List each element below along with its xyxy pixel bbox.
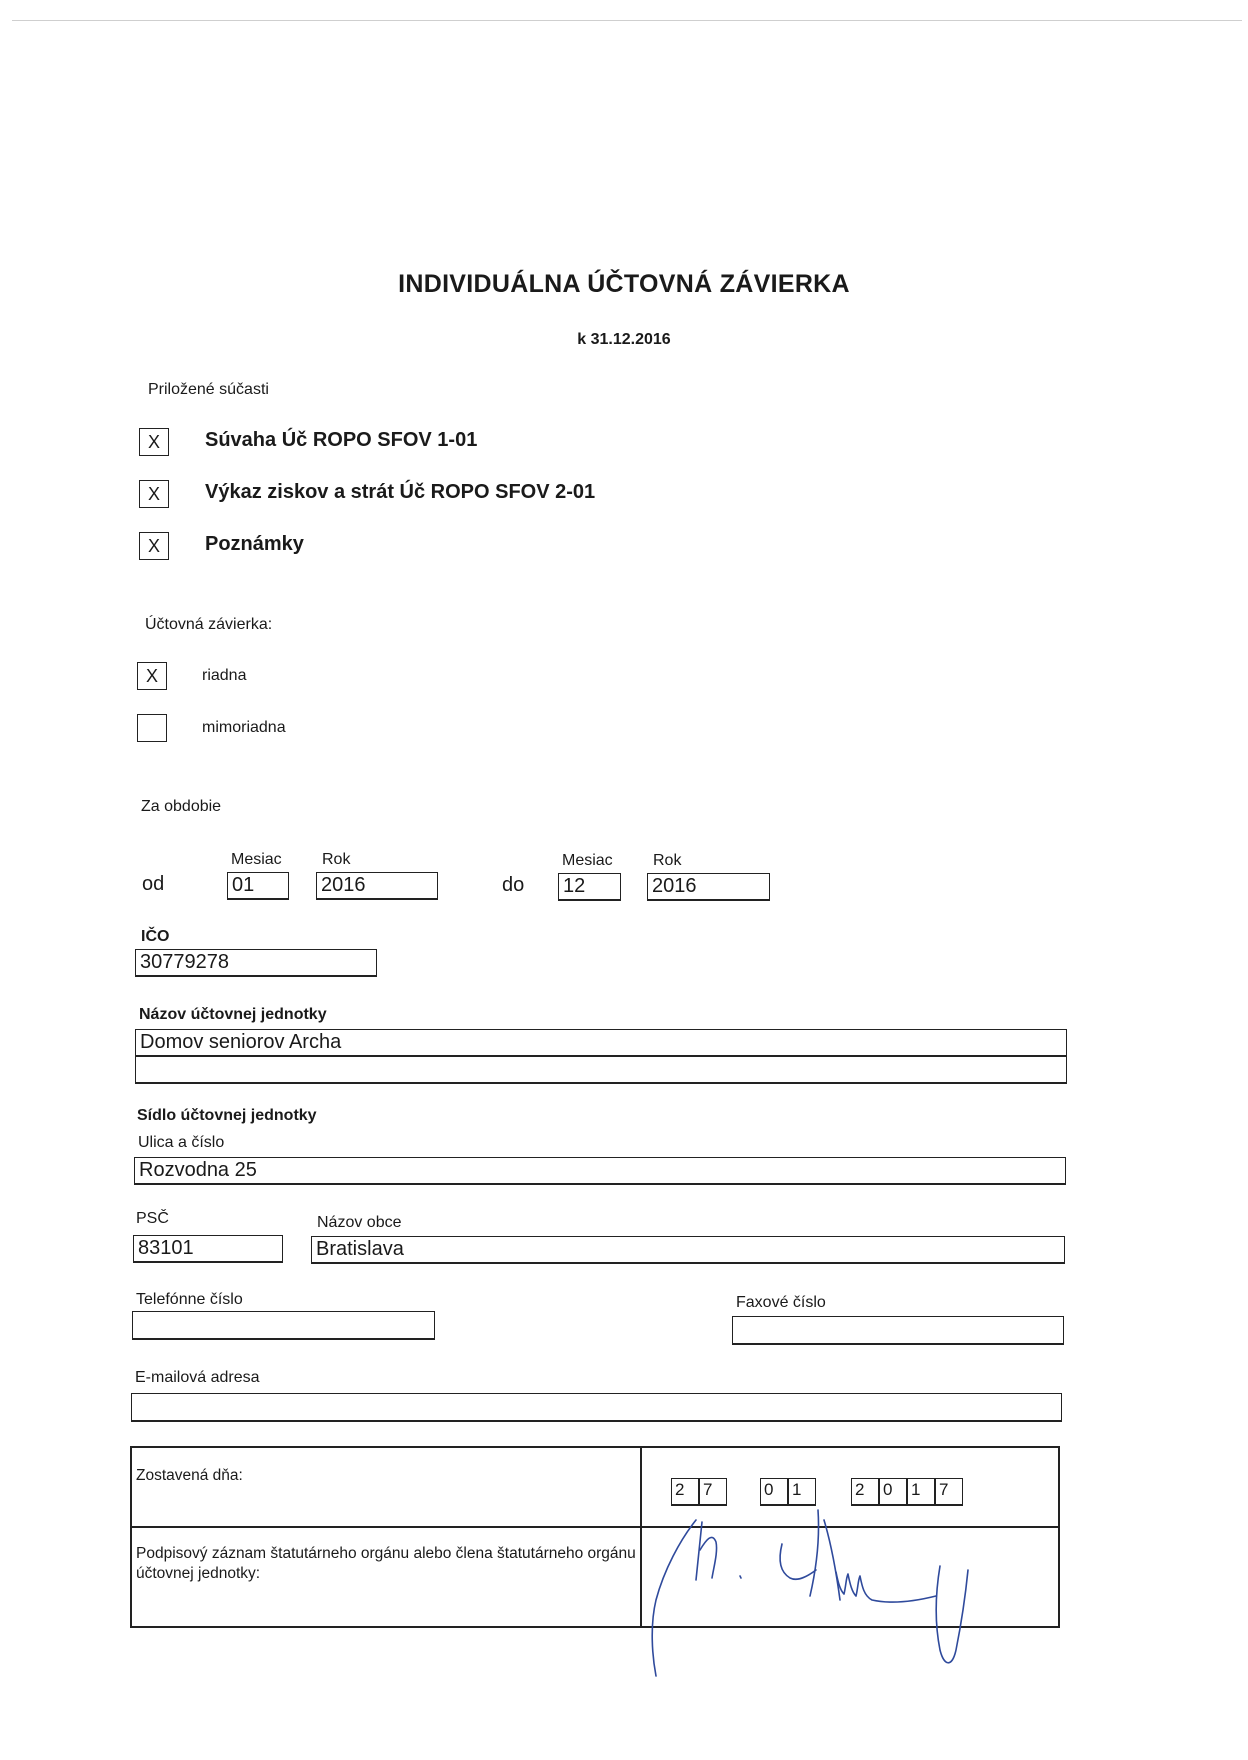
street-field[interactable]: Rozvodna 25 [134,1157,1066,1185]
document-title: INDIVIDUÁLNA ÚČTOVNÁ ZÁVIERKA [398,270,850,298]
signature-label: Podpisový záznam štatutárneho orgánu alebo člena štatutárneho orgánu účtovnej jednotky: [136,1545,636,1582]
compiled-day-digit-1[interactable]: 2 [671,1478,699,1506]
entity-name-field-line2[interactable] [135,1056,1067,1084]
attachment-label-notes: Poznámky [205,533,304,555]
closing-type-label-regular: riadna [202,667,247,684]
period-to-year-label: Rok [653,852,682,869]
email-label: E-mailová adresa [135,1369,260,1386]
compiled-month-digit-2[interactable]: 1 [788,1478,816,1506]
city-field[interactable]: Bratislava [311,1236,1065,1264]
period-from-label: od [142,873,165,895]
period-from-year-label: Rok [322,851,351,868]
ico-field[interactable]: 30779278 [135,949,377,977]
entity-name-label: Názov účtovnej jednotky [139,1006,327,1023]
period-heading: Za obdobie [141,798,222,815]
psc-label: PSČ [136,1210,169,1227]
document-date: k 31.12.2016 [577,331,671,348]
period-to-month-label: Mesiac [562,852,613,869]
email-field[interactable] [131,1393,1062,1422]
attachment-checkbox-income-statement[interactable]: X [139,480,169,508]
compiled-year-digit-2[interactable]: 0 [879,1478,907,1506]
scan-artifact-line [12,20,1242,21]
address-heading: Sídlo účtovnej jednotky [137,1107,317,1124]
fax-label: Faxové číslo [736,1294,826,1311]
phone-label: Telefónne číslo [136,1291,243,1308]
ico-label: IČO [141,928,170,945]
city-label: Názov obce [317,1214,402,1231]
compiled-month-digit-1[interactable]: 0 [760,1478,788,1506]
compiled-year-digit-4[interactable]: 7 [935,1478,963,1506]
attachment-label-income-statement: Výkaz ziskov a strát Úč ROPO SFOV 2-01 [205,481,596,503]
compiled-day-digit-2[interactable]: 7 [699,1478,727,1506]
attachment-checkbox-balance-sheet[interactable]: X [139,428,169,456]
period-from-month-label: Mesiac [231,851,282,868]
compiled-date-label: Zostavená dňa: [136,1467,243,1484]
period-to-year-field[interactable]: 2016 [647,873,770,901]
attachment-checkbox-notes[interactable]: X [139,532,169,560]
attachments-heading: Priložené súčasti [148,381,269,398]
phone-field[interactable] [132,1311,435,1340]
period-to-month-field[interactable]: 12 [558,873,621,901]
period-from-month-field[interactable]: 01 [227,872,289,900]
psc-field[interactable]: 83101 [133,1235,283,1263]
fax-field[interactable] [732,1316,1064,1345]
period-to-label: do [502,874,525,896]
period-from-year-field[interactable]: 2016 [316,872,438,900]
closing-type-heading: Účtovná závierka: [145,616,273,633]
attachment-label-balance-sheet: Súvaha Úč ROPO SFOV 1-01 [205,429,478,451]
compiled-year-digit-1[interactable]: 2 [851,1478,879,1506]
closing-type-label-extraordinary: mimoriadna [202,719,286,736]
street-label: Ulica a číslo [138,1134,225,1151]
closing-type-checkbox-regular[interactable]: X [137,662,167,690]
handwritten-signature [640,1500,970,1680]
compiled-year-digit-3[interactable]: 1 [907,1478,935,1506]
entity-name-field-line1[interactable]: Domov seniorov Archa [135,1029,1067,1057]
closing-type-checkbox-extraordinary[interactable] [137,714,167,742]
